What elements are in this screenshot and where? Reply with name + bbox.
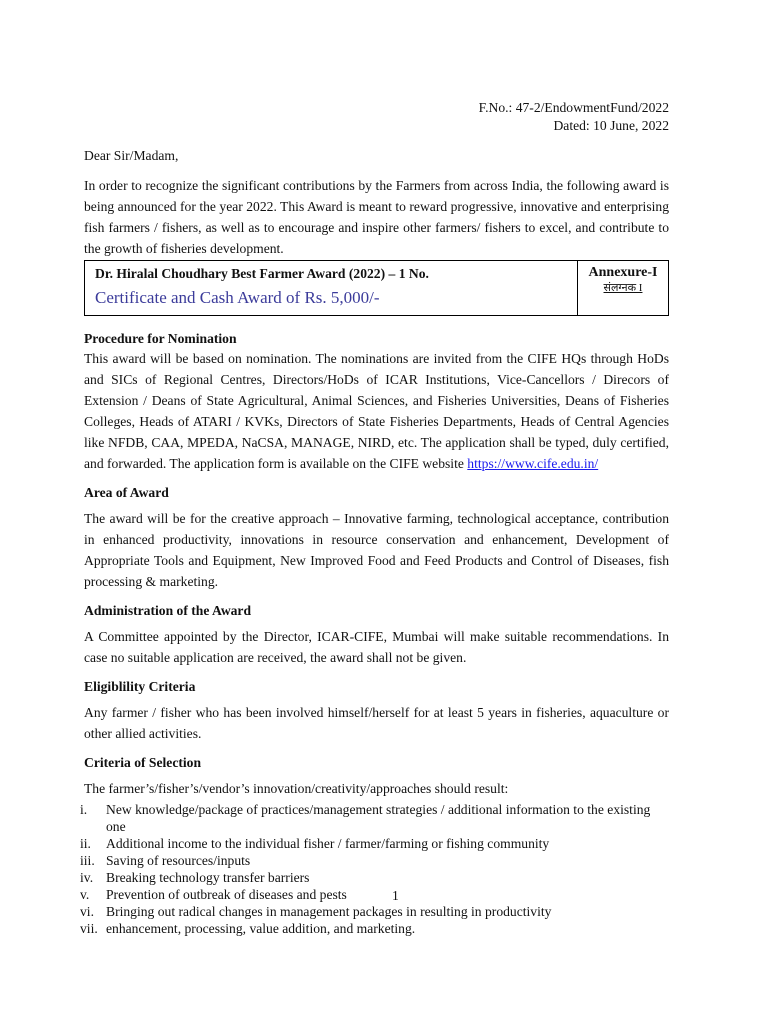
list-item [80,903,669,920]
eligibility-paragraph: Any farmer / fisher who has been involved himself/herself for at least 5 years in fisheries, aquaculture or other allied activities. [84,705,669,741]
award-title: Dr. Hiralal Choudhary Best Farmer Award (2022) – 1 No. [95,266,429,281]
administration-heading: Administration of the Award [84,603,252,618]
procedure-paragraph [84,348,669,474]
selection-intro: The farmer’s/fisher’s/vendor’s innovation/creativity/approaches should result: [84,781,509,796]
list-item-number: v. [80,887,90,902]
list-item-number: i. [80,802,88,817]
eligibility-heading: Eligiblility Criteria [84,679,196,694]
area-paragraph: The award will be for the creative approach – Innovative farming, technological acceptance, contribution in enhanced productivity, innovations in resource conservation and enhancement, Development of Appropriate Tools and Equipment, New Improved Food and Feed Products and Control of Diseases, fish processing & marketing. [84,511,669,589]
list-item-number: ii. [80,836,91,851]
procedure-heading: Procedure for Nomination [84,331,237,346]
list-item [80,852,669,869]
list-item [80,835,669,852]
list-item-text: Additional income to the individual fisher / farmer/farming or fishing community [106,836,550,851]
annexure-label: Annexure-I [588,265,658,280]
date-line: Dated: 10 June, 2022 [553,118,669,133]
list-item [80,920,669,937]
salutation: Dear Sir/Madam, [84,148,179,163]
list-item-text: enhancement, processing, value addition, and marketing. [106,921,416,936]
annexure-hindi-label: संलग्नक I [603,282,643,294]
annexure-cell [578,261,669,316]
document-page [80,99,669,937]
list-item-text: Prevention of outbreak of diseases and pests [106,887,347,902]
page-number: 1 [392,888,399,903]
award-details [85,261,578,316]
list-item [80,801,669,835]
list-item-text: Saving of resources/inputs [106,853,251,868]
list-item-text: New knowledge/package of practices/management strategies / additional information to the existing one [106,802,651,834]
area-heading: Area of Award [84,485,169,500]
list-item-text: Bringing out radical changes in management packages in resulting in productivity [106,904,552,919]
list-item-number: iv. [80,870,94,885]
file-number: F.No.: 47-2/EndowmentFund/2022 [478,100,669,115]
selection-heading: Criteria of Selection [84,755,202,770]
intro-paragraph: In order to recognize the significant contributions by the Farmers from across India, the following award is being announced for the year 2022. This Award is meant to reward progressive, innovative and enterprising fish farmers / fishers, as well as to encourage and inspire other farmers/ fishers to excel, and contribute to the growth of fisheries development. [84,178,669,256]
procedure-text: This award will be based on nomination. The nominations are invited from the CIFE HQs through HoDs and SICs of Regional Centres, Directors/HoDs of ICAR Institutions, Vice-Cancellors / Direcors of Extension / Deans of State Agricultural, Animal Sciences, and Fisheries Universities, Deans of Fisheries Colleges, Heads of ATARI / KVKs, Directors of State Fisheries Departments, Heads of Central Agencies like NFDB, CAA, MPEDA, NaCSA, MANAGE, NIRD, etc. The application shall be typed, duly certified, and forwarded. The application form is available on the CIFE website [84,351,669,471]
cife-website-link[interactable]: https://www.cife.edu.in/ [467,456,599,471]
award-cash: Certificate and Cash Award of Rs. 5,000/- [95,288,380,307]
letter-header [84,99,669,135]
list-item [80,869,669,886]
list-item-text: Breaking technology transfer barriers [106,870,310,885]
list-item [80,886,669,903]
list-item-number: vii. [80,921,98,936]
list-item-number: iii. [80,853,95,868]
list-item-number: vi. [80,904,94,919]
selection-criteria-list [80,801,669,937]
administration-paragraph: A Committee appointed by the Director, ICAR-CIFE, Mumbai will make suitable recommendations. In case no suitable application are received, the award shall not be given. [84,629,669,665]
award-box [84,260,669,316]
